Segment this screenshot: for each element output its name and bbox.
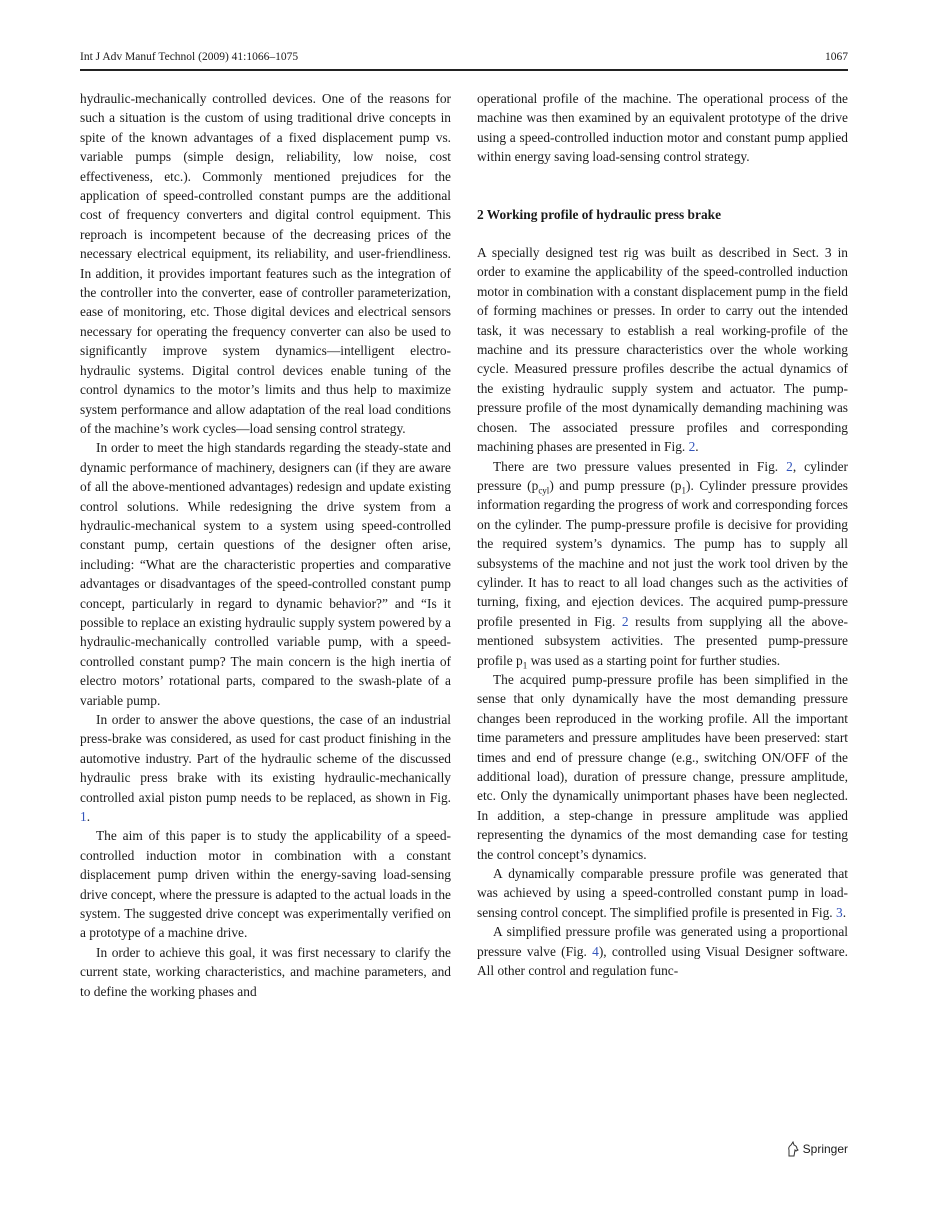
running-header <box>80 51 848 71</box>
paragraph: A dynamically comparable pressure profile was generated that was achieved by using a speed-controlled constant pump in load-sensing control concept. The simplified profile is presented in Fig. 3. <box>477 866 848 920</box>
figure-link[interactable]: 3 <box>836 904 843 920</box>
paragraph: hydraulic-mechanically controlled devices. One of the reasons for such a situation is the custom of using traditional drive concepts in spite of the known advantages of a fixed displacement pump vs. variable pumps (simple design, reliability, low noise, cost effectiveness, etc.). Commonly mentioned prejudices for the application of speed-controlled constant pumps are the additional cost of frequency converters and digital control equipment. This reproach is incompetent because of the decreasing prices of the necessary electrical equipment, its reliability, and user-friendliness. In addition, it provides important features such as the integration of the controller into the converter, ease of controller parameterization, ease of monitoring, etc. Those digital devices and electrical sensors necessary for operating the frequency converter can also be used to significantly improve system dynamics—intelligent electro-hydraulic systems. Digital control devices enable tuning of the control dynamics to the motor’s limits and thus help to maximize system performance and allow adaptation of the real load conditions of the machine’s work cycles—load sensing control strategy. <box>80 91 451 436</box>
figure-link[interactable]: 4 <box>592 943 599 959</box>
paragraph: A simplified pressure profile was generated using a proportional pressure valve (Fig. 4), controlled using Visual Designer software. All other control and regulation func- <box>477 924 848 979</box>
paragraph: In order to achieve this goal, it was first necessary to clarify the current state, working characteristics, and machine parameters, and to define the working phases and <box>80 944 451 999</box>
paragraph: operational profile of the machine. The operational process of the machine was then examined by an equivalent prototype of the drive using a speed-controlled induction motor and constant pump applied within energy saving load-sensing control strategy. <box>477 91 848 165</box>
journal-citation: Int J Adv Manuf Technol (2009) 41:1066–1075 <box>80 51 299 63</box>
paragraph: In order to meet the high standards regarding the steady-state and dynamic performance of machinery, designers can (if they are aware of all the above-mentioned advantages) redesign and update existing control solutions. While redesigning the drive system from a hydraulic-mechanical system to a system using speed-controlled constant pump, certain questions of the designer often arise, including: “What are the characteristic properties and comparative advantages or disadvantages of the speed-controlled constant pump concept, particularly in regard to dynamic behavior?” and “Is it possible to replace an existing hydraulic supply system powered by a hydraulic-mechanically controlled variable pump, with a speed-controlled constant pump? The main concern is the high inertia of electro motors’ rotational parts, compared to the swash-plate of a variable pump. <box>80 440 451 708</box>
publisher-name: Springer <box>802 1142 848 1156</box>
paragraph: There are two pressure values presented in Fig. 2, cylinder pressure $(p_{cyl})$ and pump pressure $(p_1)$. Cylinder pressure provides information regarding the progress of work and corresponding forces on the cylinder. The pump-pressure profile is decisive for providing the required system’s dynamics. The pump has to supply all subsystems of the machine and not just the work tool driven by the cylinder. It has to react to all load changes such as the activities of turning, fixing, and ejection devices. The acquired pump-pressure profile presented in Fig. 2 results from supplying all the above-mentioned subsystem activities. The presented pump-pressure profile $p_1$ was used as a starting point for further studies. <box>477 458 848 671</box>
page-number: 1067 <box>825 51 848 63</box>
paragraph: The aim of this paper is to study the applicability of a speed-controlled induction motor in combination with a constant displacement pump driven within the energy-saving load-sensing drive concept, where the pressure is adapted to the actual loads in the system. The suggested drive concept was experimentally verified on a prototype of a machine drive. <box>80 828 451 941</box>
publisher-footer <box>786 1141 848 1157</box>
paragraph: In order to answer the above questions, the case of an industrial press-brake was considered, as used for cast product finishing in the automotive industry. Part of the hydraulic scheme of the discussed hydraulic press brake with its existing hydraulic-mechanically controlled axial piston pump needs to be replaced, as shown in Fig. 1. <box>80 712 451 825</box>
paragraph: A specially designed test rig was built as described in Sect. 3 in order to examine the applicability of the speed-controlled induction motor in combination with a constant displacement pump in the field of forming machines or presses. In order to carry out the intended task, it was necessary to establish a real working-profile of the machine and its pressure characteristics over the whole working cycle. Measured pressure profiles describe the actual dynamics of the existing hydraulic supply system and actuator. The pump-pressure profile of the most dynamically demanding machining was chosen. The associated pressure profiles and corresponding machining phases are presented in Fig. 2. <box>477 245 848 455</box>
figure-link[interactable]: 2 <box>688 439 696 455</box>
right-column <box>477 89 848 980</box>
figure-link[interactable]: 1 <box>80 809 87 825</box>
figure-link[interactable]: 2 <box>621 613 629 629</box>
left-column <box>80 89 451 1001</box>
section-heading: 2 Working profile of hydraulic press brake <box>477 206 722 222</box>
springer-horse-icon <box>786 1141 800 1157</box>
figure-link[interactable]: 2 <box>786 458 793 474</box>
paragraph: The acquired pump-pressure profile has been simplified in the sense that only dynamically have the most demanding pressure changes been reproduced in the working profile. All the important time parameters and pressure amplitudes have been preserved: start times and end of pressure change (e.g., switching ON/OFF of the additional load), duration of pressure change, pressure amplitude, etc. Only the dynamically unimportant phases have been neglected. In addition, a step-change in pressure amplitude was applied representing the dynamics of the most demanding case for testing the control concept’s dynamics. <box>477 671 848 862</box>
